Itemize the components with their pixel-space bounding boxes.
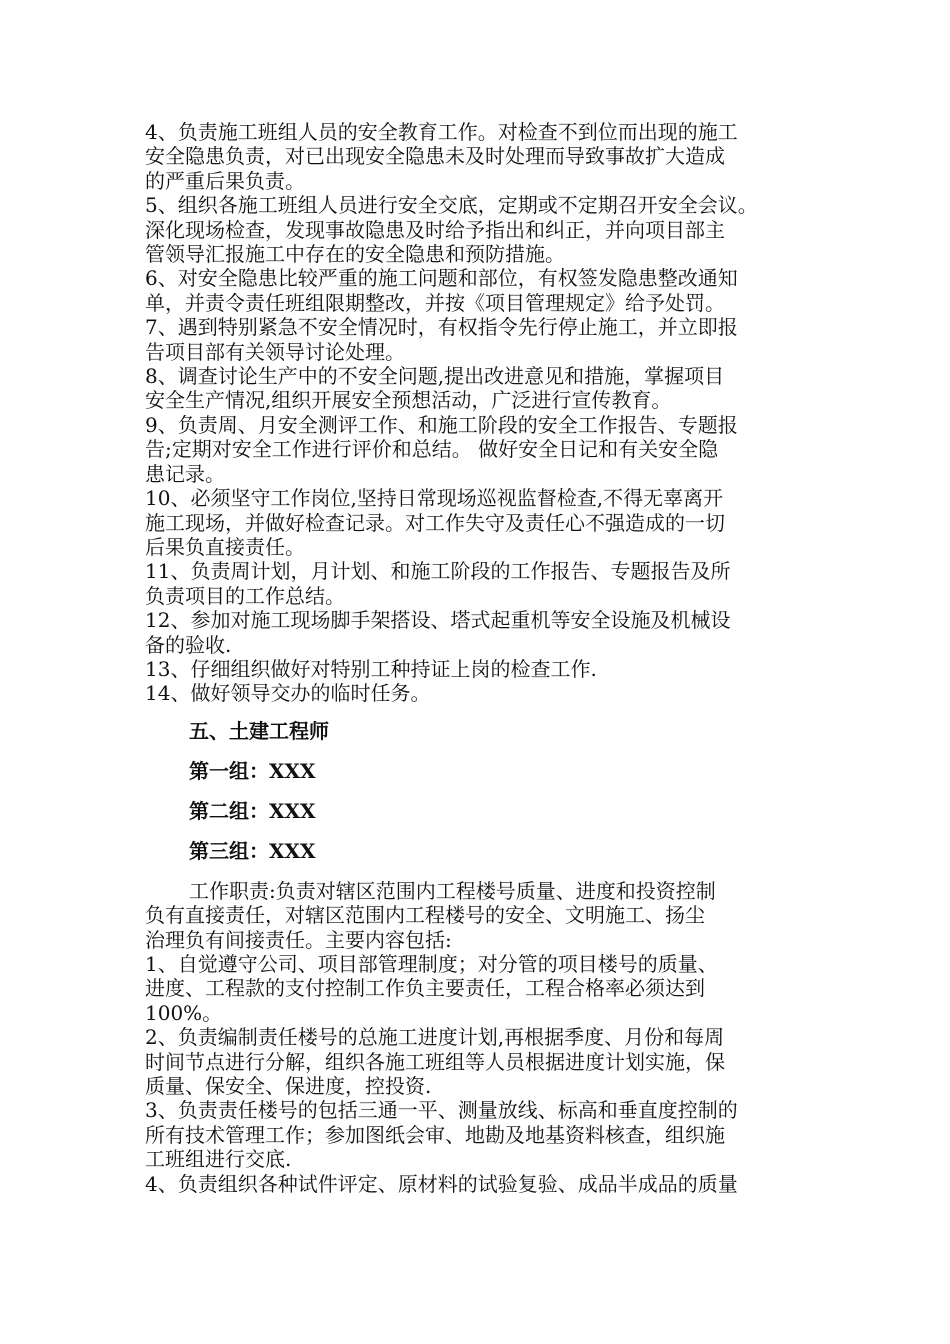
text-line: 4、负责施工班组人员的安全教育工作。对检查不到位而出现的施工 xyxy=(145,120,738,144)
text-line: 13、仔细组织做好对特别工种持证上岗的检查工作. xyxy=(145,656,597,681)
text-line: 告;定期对安全工作进行评价和总结。 做好安全日记和有关安全隐 xyxy=(145,437,719,462)
text-line: 单，并责令责任班组限期整改，并按《项目管理规定》给予处罚。 xyxy=(145,290,725,315)
text-line: 14、做好领导交办的临时任务。 xyxy=(145,681,431,706)
text-line: 10、必须坚守工作岗位,坚持日常现场巡视监督检查,不得无辜离开 xyxy=(145,486,724,511)
text-line: 安全隐患负责，对已出现安全隐患未及时处理而导致事故扩大造成 xyxy=(145,144,725,169)
text-line: 3、负责责任楼号的包括三通一平、测量放线、标高和垂直度控制的 xyxy=(145,1098,738,1123)
text-line: 1、自觉遵守公司、项目部管理制度；对分管的项目楼号的质量、 xyxy=(145,951,718,976)
text-line: 管领导汇报施工中存在的安全隐患和预防措施。 xyxy=(145,242,565,267)
text-line: 工作职责:负责对辖区范围内工程楼号质量、进度和投资控制 xyxy=(189,878,716,903)
text-line: 时间节点进行分解，组织各施工班组等人员根据进度计划实施，保 xyxy=(145,1049,725,1074)
text-line: 11、负责周计划，月计划、和施工阶段的工作报告、专题报告及所 xyxy=(145,559,731,584)
text-line: 工班组进行交底. xyxy=(145,1147,292,1172)
text-line: 8、调查讨论生产中的不安全问题,提出改进意见和措施，掌握项目 xyxy=(145,364,725,389)
text-line: 负有直接责任，对辖区范围内工程楼号的安全、文明施工、扬尘 xyxy=(145,903,705,928)
text-line: 所有技术管理工作；参加图纸会审、地勘及地基资料核查，组织施 xyxy=(145,1122,725,1147)
text-line: 7、遇到特别紧急不安全情况时，有权指令先行停止施工，并立即报 xyxy=(145,315,738,340)
text-line: 质量、保安全、保进度，控投资. xyxy=(145,1074,432,1098)
text-line: 9、负责周、月安全测评工作、和施工阶段的安全工作报告、专题报 xyxy=(145,412,738,437)
text-line: 备的验收. xyxy=(145,632,232,657)
section-heading: 五、土建工程师 xyxy=(189,718,329,743)
group-two-heading: 第二组：XXX xyxy=(189,798,316,823)
text-line: 6、对安全隐患比较严重的施工问题和部位，有权签发隐患整改通知 xyxy=(145,266,738,291)
text-line: 4、负责组织各种试件评定、原材料的试验复验、成品半成品的质量 xyxy=(145,1171,738,1196)
text-line: 施工现场，并做好检查记录。对工作失守及责任心不强造成的一切 xyxy=(145,510,725,535)
group-one-heading: 第一组：XXX xyxy=(189,758,316,783)
text-line: 深化现场检查，发现事故隐患及时给予指出和纠正，并向项目部主 xyxy=(145,217,725,242)
text-line: 5、组织各施工班组人员进行安全交底，定期或不定期召开安全会议。 xyxy=(145,193,758,218)
text-line: 2、负责编制责任楼号的总施工进度计划,再根据季度、月份和每周 xyxy=(145,1025,725,1050)
text-line: 进度、工程款的支付控制工作负主要责任，工程合格率必须达到 xyxy=(145,976,705,1001)
text-line: 告项目部有关领导讨论处理。 xyxy=(145,339,405,364)
text-line: 100%。 xyxy=(145,1000,223,1025)
text-line: 的严重后果负责。 xyxy=(145,168,305,193)
text-line: 12、参加对施工现场脚手架搭设、塔式起重机等安全设施及机械设 xyxy=(145,608,731,633)
section-a-text xyxy=(145,120,825,706)
text-line: 负责项目的工作总结。 xyxy=(145,583,345,608)
document-body xyxy=(145,120,825,1196)
text-line: 后果负直接责任。 xyxy=(145,534,305,559)
text-line: 患记录。 xyxy=(145,461,225,486)
section-b-text xyxy=(145,879,825,1196)
group-three-heading: 第三组：XXX xyxy=(189,838,316,863)
text-line: 治理负有间接责任。主要内容包括: xyxy=(145,927,452,952)
text-line: 安全生产情况,组织开展安全预想活动，广泛进行宣传教育。 xyxy=(145,388,672,413)
